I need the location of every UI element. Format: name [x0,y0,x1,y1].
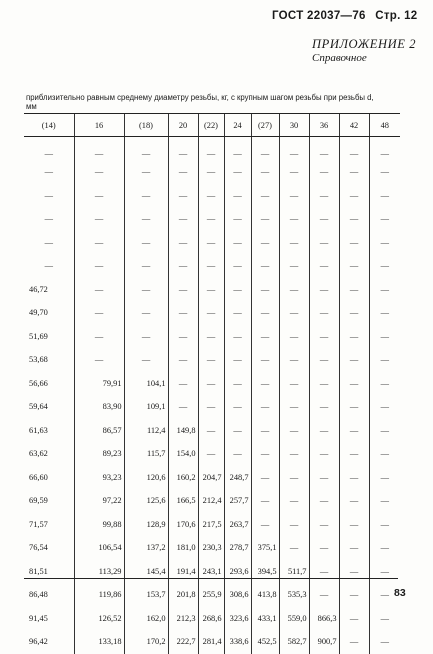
table-cell: — [309,231,339,255]
table-header-row [24,114,400,137]
table-cell: — [309,395,339,419]
table-cell: 559,0 [279,607,309,631]
table-row [24,207,400,231]
table-cell: — [224,348,251,372]
table-caption: приблизительно равным среднему диаметру резьбы, кг, с крупным шагом резьбы при резьбы d, мм [26,93,374,111]
table-cell: — [224,325,251,349]
table-cell: 222,7 [168,630,198,654]
table-bottom-rule [24,578,398,579]
table-cell: — [279,278,309,302]
table-cell: — [44,190,53,200]
table-cell: — [279,325,309,349]
table-cell: 99,88 [74,513,124,537]
table-cell: — [168,372,198,396]
table-cell: — [224,278,251,302]
table-cell: 153,7 [124,583,168,607]
table-cell: — [339,536,369,560]
table-row [24,607,400,631]
table-cell: — [309,348,339,372]
table-cell: 293,6 [224,560,251,584]
table-cell: — [168,207,198,231]
table-cell: — [168,184,198,208]
table-cell: 255,9 [198,583,224,607]
table-cell: — [369,466,400,490]
table-cell: — [251,207,279,231]
table-cell: — [339,560,369,584]
table-cell: — [124,207,168,231]
table-cell: — [339,207,369,231]
table-cell: — [251,325,279,349]
table-cell: — [168,254,198,278]
column-header: (27) [251,114,279,137]
table-cell: — [339,419,369,443]
table-cell: — [198,184,224,208]
table-cell: — [339,372,369,396]
table-cell: — [251,489,279,513]
column-header: (14) [24,114,74,137]
table-cell: 268,6 [198,607,224,631]
table-cell: — [198,348,224,372]
table-cell: — [168,348,198,372]
table-cell: — [369,442,400,466]
table-row [24,630,400,654]
table-cell: 76,54 [29,543,48,553]
table-cell: — [339,348,369,372]
table-cell: — [251,231,279,255]
table-cell: — [251,160,279,184]
table-cell: — [339,325,369,349]
table-cell: 59,64 [29,402,48,412]
table-cell: — [369,160,400,184]
table-cell: 170,2 [124,630,168,654]
table-cell: — [224,419,251,443]
table-cell: 133,18 [74,630,124,654]
column-header: 24 [224,114,251,137]
table-cell: — [279,489,309,513]
table-cell: 49,70 [29,308,48,318]
table-cell: — [74,184,124,208]
table-row [24,231,400,255]
table-cell: — [44,167,53,177]
table-cell: 170,6 [168,513,198,537]
table-cell: — [309,372,339,396]
page-number: 83 [394,587,406,599]
table-cell: — [168,395,198,419]
document-header [272,10,423,22]
table-cell: — [369,607,400,631]
table-cell: — [251,513,279,537]
table-cell: — [369,630,400,654]
table-cell: — [224,207,251,231]
table-cell: 79,91 [74,372,124,396]
table-cell: — [309,419,339,443]
table-cell: — [251,442,279,466]
table-cell: — [198,231,224,255]
table-cell: — [369,207,400,231]
table-cell: — [279,372,309,396]
table-cell: 323,6 [224,607,251,631]
table-cell: — [279,442,309,466]
table-cell: 308,6 [224,583,251,607]
table-cell: 71,57 [29,519,48,529]
table-cell: — [279,254,309,278]
appendix-title: ПРИЛОЖЕНИЕ 2 [312,37,417,51]
table-cell: — [339,231,369,255]
table-cell: 104,1 [124,372,168,396]
table-cell: 126,52 [74,607,124,631]
column-header: 20 [168,114,198,137]
table-cell: — [339,583,369,607]
table-cell: — [224,395,251,419]
table-cell: 97,22 [74,489,124,513]
table-cell: 375,1 [251,536,279,560]
column-header: (22) [198,114,224,137]
table-cell: — [198,419,224,443]
table-cell: — [279,466,309,490]
table-cell: 56,66 [29,378,48,388]
table-cell: 204,7 [198,466,224,490]
column-header: 36 [309,114,339,137]
table-cell: — [251,254,279,278]
table-cell: — [224,231,251,255]
table-cell: 128,9 [124,513,168,537]
table-cell: — [309,278,339,302]
table-cell: — [198,301,224,325]
table-cell: — [279,395,309,419]
table-cell: — [251,301,279,325]
table-cell: — [74,348,124,372]
column-header: 30 [279,114,309,137]
table-cell: 113,29 [74,560,124,584]
table-cell: — [168,301,198,325]
table-cell: — [198,372,224,396]
table-cell: — [124,325,168,349]
table-cell: 91,45 [29,613,48,623]
table-cell: — [369,395,400,419]
table-cell: 69,59 [29,496,48,506]
table-cell: 119,86 [74,583,124,607]
table-row [24,372,400,396]
table-row [24,137,400,161]
table-cell: — [251,419,279,443]
table-row [24,160,400,184]
table-cell: — [309,137,339,161]
table-cell: 433,1 [251,607,279,631]
table-row [24,419,400,443]
table-cell: 51,69 [29,331,48,341]
table-cell: 230,3 [198,536,224,560]
table-cell: — [198,395,224,419]
table-cell: — [339,160,369,184]
table-cell: — [339,137,369,161]
table-row [24,536,400,560]
table-cell: — [309,536,339,560]
table-cell: — [74,160,124,184]
table-cell: 582,7 [279,630,309,654]
table-cell: — [279,513,309,537]
table-cell: — [224,442,251,466]
table-cell: — [74,254,124,278]
table-cell: — [198,160,224,184]
table-cell: — [369,231,400,255]
table-cell: — [44,237,53,247]
table-cell: — [124,348,168,372]
table-row [24,254,400,278]
table-cell: 452,5 [251,630,279,654]
table-cell: — [251,137,279,161]
table-cell: — [251,278,279,302]
table-cell: — [251,348,279,372]
table-cell: 83,90 [74,395,124,419]
table-cell: — [339,607,369,631]
appendix-subtitle: Справочное [312,52,367,64]
table-cell: — [224,137,251,161]
table-cell: 413,8 [251,583,279,607]
table-cell: 281,4 [198,630,224,654]
table-cell: — [309,325,339,349]
table-body [24,137,400,654]
table-cell: — [124,231,168,255]
table-cell: — [309,160,339,184]
table-cell: — [309,442,339,466]
table-cell: 243,1 [198,560,224,584]
table-cell: 81,51 [29,566,48,576]
table-cell: — [198,325,224,349]
table-cell: — [251,466,279,490]
table-cell: — [339,466,369,490]
table-cell: — [74,207,124,231]
table-cell: — [251,372,279,396]
table-cell: — [279,419,309,443]
table-cell: — [309,466,339,490]
table-cell: — [309,254,339,278]
table-cell: — [309,583,339,607]
table-cell: — [339,301,369,325]
column-header: (18) [124,114,168,137]
table-cell: — [369,254,400,278]
table-cell: — [168,278,198,302]
table-cell: 137,2 [124,536,168,560]
table-row [24,513,400,537]
table-cell: — [369,325,400,349]
table-cell: — [168,231,198,255]
table-cell: — [309,207,339,231]
table-cell: — [339,395,369,419]
table-cell: — [124,278,168,302]
table-cell: 257,7 [224,489,251,513]
table-cell: 191,4 [168,560,198,584]
table-cell: — [198,254,224,278]
table-cell: 212,3 [168,607,198,631]
table-cell: — [369,137,400,161]
table-cell: 61,63 [29,425,48,435]
table-cell: 181,0 [168,536,198,560]
table-cell: — [198,278,224,302]
table-cell: 212,4 [198,489,224,513]
table-cell: — [369,372,400,396]
table-cell: 109,1 [124,395,168,419]
table-cell: 93,23 [74,466,124,490]
table-cell: — [309,301,339,325]
table-cell: — [198,137,224,161]
table-cell: — [198,442,224,466]
table-cell: 86,57 [74,419,124,443]
table-row [24,583,400,607]
table-cell: 160,2 [168,466,198,490]
table-cell: — [74,278,124,302]
table-cell: 46,72 [29,284,48,294]
table-cell: — [44,149,53,158]
table-cell: — [74,137,124,161]
table-cell: 338,6 [224,630,251,654]
table-cell: — [369,536,400,560]
table-cell: — [309,184,339,208]
table-cell: — [369,184,400,208]
table-cell: 900,7 [309,630,339,654]
table-cell: 86,48 [29,590,48,600]
table-cell: 248,7 [224,466,251,490]
table-cell: 535,3 [279,583,309,607]
table-cell: 217,5 [198,513,224,537]
table-cell: — [124,184,168,208]
table-cell: — [309,513,339,537]
table-cell: — [339,254,369,278]
table-cell: — [168,160,198,184]
load-table [24,113,400,654]
table-cell: — [279,137,309,161]
table-cell: — [339,513,369,537]
table-row [24,442,400,466]
table-row [24,325,400,349]
table-cell: — [279,184,309,208]
table-cell: 866,3 [309,607,339,631]
table-cell: — [369,583,400,607]
table-cell: — [251,395,279,419]
table-cell: — [369,348,400,372]
table-cell: — [124,301,168,325]
table-cell: — [224,160,251,184]
standard-number: ГОСТ 22037—76 [272,10,366,22]
table-cell: — [224,254,251,278]
table-row [24,395,400,419]
table-cell: — [44,214,53,224]
table-cell: 278,7 [224,536,251,560]
table-cell: 96,42 [29,637,48,647]
column-header: 42 [339,114,369,137]
table-cell: 154,0 [168,442,198,466]
table-cell: — [279,348,309,372]
table-cell: — [124,137,168,161]
column-header: 16 [74,114,124,137]
table-cell: — [369,301,400,325]
table-cell: — [124,254,168,278]
table-cell: — [309,560,339,584]
table-cell: 511,7 [279,560,309,584]
table-cell: 115,7 [124,442,168,466]
table-cell: — [198,207,224,231]
table-row [24,301,400,325]
table-cell: 63,62 [29,449,48,459]
table-cell: 125,6 [124,489,168,513]
table-cell: 89,23 [74,442,124,466]
table-cell: — [168,325,198,349]
table-cell: 112,4 [124,419,168,443]
table-cell: — [339,442,369,466]
data-table-container [24,113,400,654]
table-cell: — [74,301,124,325]
table-cell: 201,8 [168,583,198,607]
table-row [24,184,400,208]
table-cell: — [369,513,400,537]
table-cell: 394,5 [251,560,279,584]
table-cell: 106,54 [74,536,124,560]
table-row [24,489,400,513]
table-cell: — [168,137,198,161]
table-cell: — [44,261,53,271]
column-header: 48 [369,114,400,137]
table-cell: — [339,184,369,208]
table-cell: — [279,536,309,560]
table-cell: 53,68 [29,355,48,365]
table-row [24,278,400,302]
table-cell: — [339,278,369,302]
table-cell: — [339,489,369,513]
table-cell: — [369,489,400,513]
table-cell: — [224,301,251,325]
table-cell: — [279,231,309,255]
table-cell: — [369,278,400,302]
table-cell: — [224,372,251,396]
table-row [24,466,400,490]
table-row [24,560,400,584]
table-cell: — [279,301,309,325]
table-cell: — [74,231,124,255]
table-cell: 66,60 [29,472,48,482]
table-cell: 120,6 [124,466,168,490]
page-label: Стр. 12 [375,10,418,22]
table-cell: 149,8 [168,419,198,443]
table-cell: — [124,160,168,184]
table-cell: — [369,419,400,443]
table-cell: — [74,325,124,349]
table-cell: 145,4 [124,560,168,584]
table-cell: — [279,207,309,231]
table-cell: — [251,184,279,208]
table-cell: 166,5 [168,489,198,513]
table-cell: — [224,184,251,208]
table-cell: — [309,489,339,513]
table-cell: — [369,560,400,584]
table-cell: — [339,630,369,654]
table-cell: 263,7 [224,513,251,537]
table-cell: 162,0 [124,607,168,631]
table-row [24,348,400,372]
table-cell: — [279,160,309,184]
